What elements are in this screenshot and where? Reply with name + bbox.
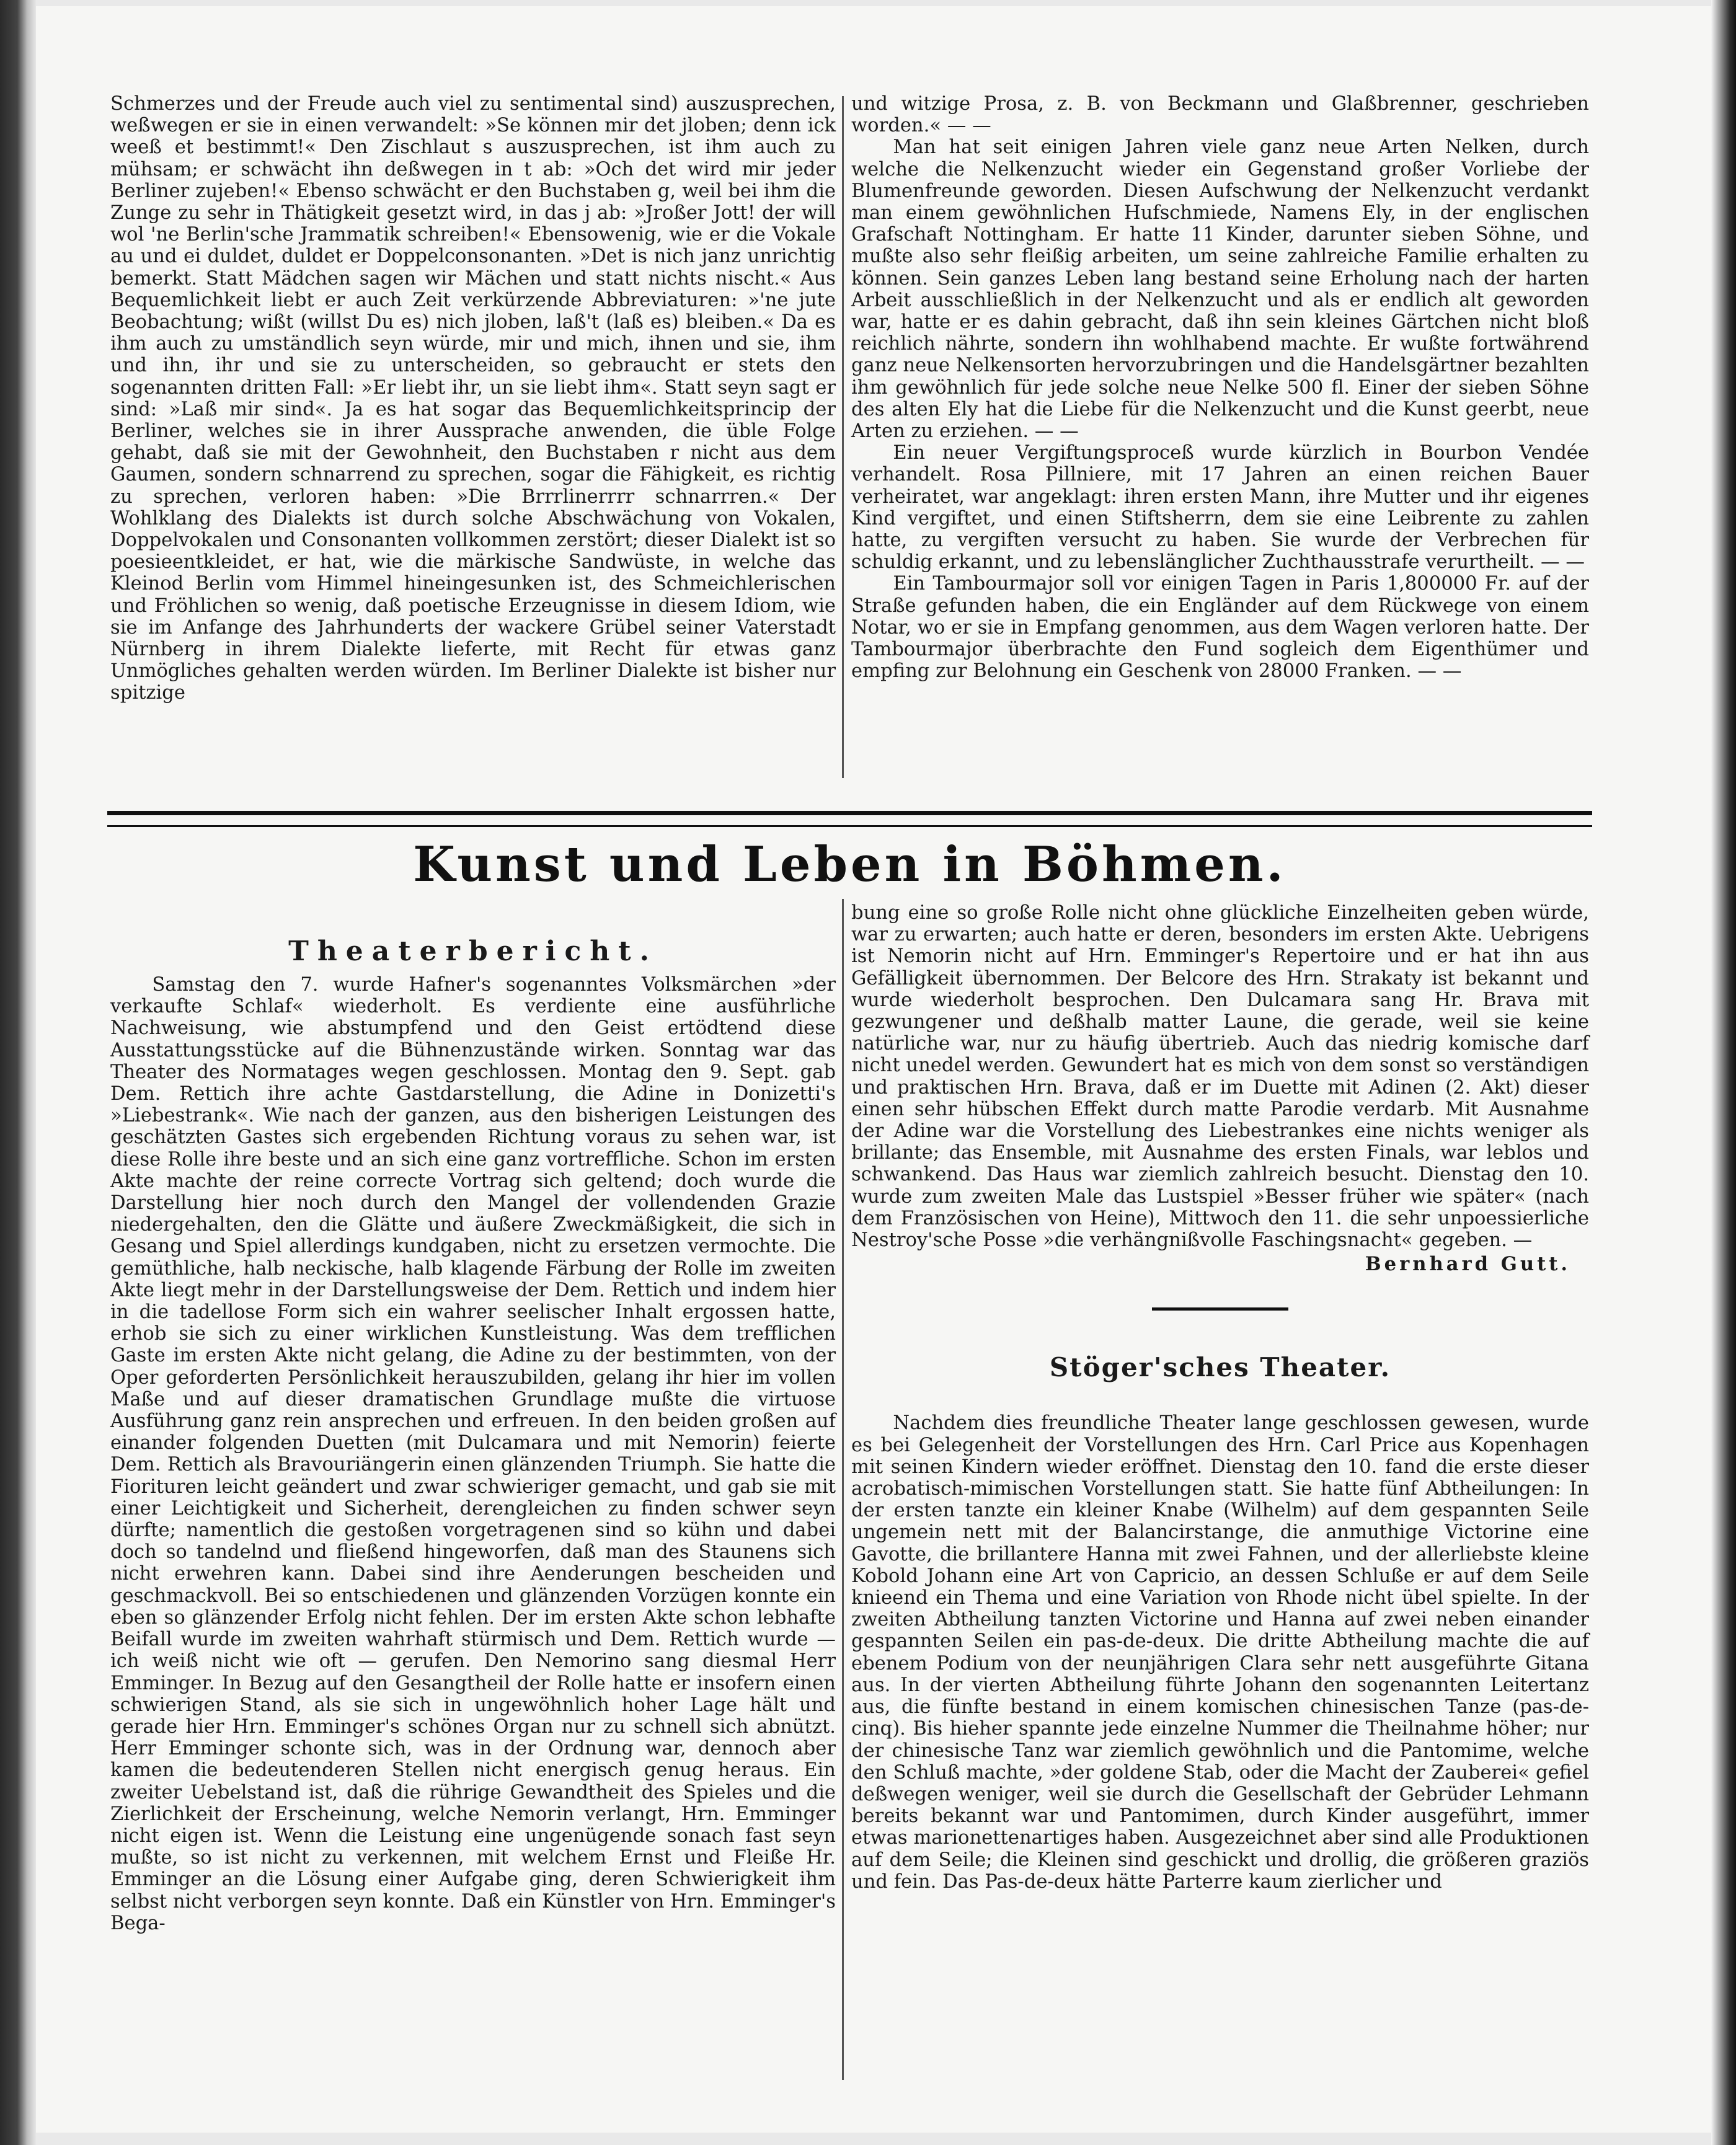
dialect-article-tail: und witzige Prosa, z. B. von Beckmann und Glaßbrenner, geschrieben worden.« — — xyxy=(851,93,1589,137)
article-berlin-dialect-ending: Schmerzes und der Freude auch viel zu sentimental sind) auszusprechen, weßwegen er sie in einen verwandelt: »Se können mir det jloben; denn ick weeß et bestimmt!« Den Zischlaut s auszusprechen, ist ihm auch zu mühsam; er schwächt ihn deßwegen in t ab: »Och det wird mir jeder Berliner zujeben!« Ebenso schwächt er den Buchstaben g, weil bei ihm die Zunge zu sehr in Thätigkeit gesetzt wird, in das j ab: »Jroßer Jott! der will wol 'ne Berlin'sche Jrammatik schreiben!« Ebensowenig, wie er die Vokale au und ei duldet, duldet er Doppelconsonanten. »Det is nich janz unrichtig bemerkt. Statt Mädchen sagen wir Mächen und statt nichts nischt.« Aus Bequemlichkeit liebt er auch Zeit verkürzende Abbreviaturen: »'ne jute Beobachtung; wißt (willst Du es) nich jloben, laß't (laß es) bleiben.« Da es ihm auch zu umständlich seyn würde, mir und mich, ihnen und sie, ihm und ihn, ihr und sie zu unterscheiden, so gebraucht er stets den sogenannten dritten Fall: »Er liebt ihr, un sie liebt ihm«. Statt seyn sagt er sind: »Laß mir sind«. Ja es hat sogar das Bequemlichkeitsprincip der Berliner, welches sie in ihrer Aussprache anwenden, die üble Folge gehabt, daß sie mit der Gewohnheit, den Buchstaben r nicht aus dem Gaumen, sondern schnarrend zu sprechen, sogar die Fähigkeit, es richtig zu sprechen, verloren haben: »Die Brrrlinerrrr schnarrren.« Der Wohlklang des Dialekts ist durch solche Abschwächung von Vokalen, Doppelvokalen und Consonanten vollkommen zerstört; dieser Dialekt ist so poesieentkleidet, er hat, wie die märkische Sandwüste, in welche das Kleinod Berlin vom Himmel hineingesunken ist, des Schmeichlerischen und Fröhlichen so wenig, daß poetische Erzeugnisse in diesem Idiom, wie sie im Anfange des Jahrhunderts der wackere Grübel seiner Vaterstadt Nürnberg in ihrem Dialekte lieferte, mit Recht für etwas ganz Unmögliches gehalten werden würden. Im Berliner Dialekte ist bisher nur spitzige xyxy=(110,93,836,704)
theater-report-continuation: bung eine so große Rolle nicht ohne glückliche Einzelheiten geben würde, war zu erwarten; auch hatte er deren, besonders im ersten Akte. Uebrigens ist Nemorin nicht auf Hrn. Emminger's Repertoire und er hat ihn aus Gefälligkeit übernommen. Der Belcore des Hrn. Strakaty ist bekannt und wurde wiederholt besprochen. Den Dulcamara sang Hr. Brava mit gezwungener und deßhalb matter Laune, die gerade, weil sie keine natürliche war, nur zu häufig übertrieb. Auch das niedrig komische darf nicht unedel werden. Gewundert hat es mich von dem sonst so verständigen und praktischen Hrn. Brava, daß er im Duette mit Adinen (2. Akt) dieser einen sehr hübschen Effekt durch matte Parodie verdarb. Mit Ausnahme der Adine war die Vorstellung des Liebestrankes eine nichts weniger als brillante; das Ensemble, mit Ausnahme des ersten Finals, war leblos und schwankend. Das Haus war ziemlich zahlreich besucht. Dienstag den 10. wurde zum zweiten Male das Lustspiel »Besser früher wie später« (nach dem Französischen von Heine), Mittwoch den 11. die sehr unpoessierliche Nestroy'sche Posse »die verhängnißvolle Faschingsnacht« gegeben. — xyxy=(851,902,1589,1252)
newspaper-page xyxy=(36,6,1711,2133)
news-item-carnations: Man hat seit einigen Jahren viele ganz neue Arten Nelken, durch welche die Nelkenzucht wieder ein Gegenstand großer Vorliebe der Blumenfreunde geworden. Diesen Aufschwung der Nelkenzucht verdankt man einem gewöhnlichen Hufschmiede, Namens Ely, in der englischen Grafschaft Nottingham. Er hatte 11 Kinder, darunter sieben Söhne, und mußte also sehr fleißig arbeiten, um seine zahlreiche Familie erhalten zu können. Sein ganzes Leben lang bestand seine Erholung nach der harten Arbeit ausschließlich in der Nelkenzucht und als er endlich alt geworden war, hatte er es dahin gebracht, daß ihn sein kleines Gärtchen nicht bloß reichlich nährte, sondern ihn wohlhabend machte. Er wußte fortwährend ganz neue Nelkensorten hervorzubringen und die Handelsgärtner bezahlten ihm gewöhnlich für jede solche neue Nelke 500 fl. Einer der sieben Söhne des alten Ely hat die Liebe für die Nelkenzucht und die Kunst geerbt, neue Arten zu erziehen. — — xyxy=(851,136,1589,443)
bottom-left-column xyxy=(110,933,836,1934)
bottom-right-column xyxy=(851,902,1589,1893)
column-divider-top xyxy=(842,96,844,778)
theater-report-heading: Theaterbericht. xyxy=(288,935,658,967)
news-item-poisoning-trial: Ein neuer Vergiftungsproceß wurde kürzlich in Bourbon Vendée verhandelt. Rosa Pillniere, mit 17 Jahren an einen reichen Bauer verheiratet, war angeklagt: ihren ersten Mann, ihre Mutter und ihr eigenes Kind vergiftet, und einen Stiftsherrn, dem sie eine Leibrente zu zahlen hatte, zu vergiften versucht zu haben. Sie wurde der Verbrechen für schuldig erkannt, und zu lebenslänglicher Zuchthausstrafe verurtheilt. — — xyxy=(851,442,1589,573)
section-title: Kunst und Leben in Böhmen. xyxy=(413,836,1286,893)
theater-report-signature: Bernhard Gutt. xyxy=(1365,1253,1570,1276)
column-divider-bottom xyxy=(842,899,844,2080)
news-item-drum-major: Ein Tambourmajor soll vor einigen Tagen in Paris 1,800000 Fr. auf der Straße gefunden haben, die ein Engländer auf dem Rückwege von einem Notar, wo er sie in Empfang genommen, aus dem Wagen verloren hatte. Der Tambourmajor überbrachte den Fund sogleich dem Eigenthümer und empfing zur Belohnung ein Geschenk von 28000 Franken. — — xyxy=(851,573,1589,683)
scan-edge-left xyxy=(0,0,36,2145)
article-separator-rule xyxy=(1152,1307,1288,1311)
stoeger-theater-paragraph: Nachdem dies freundliche Theater lange geschlossen gewesen, wurde es bei Gelegenheit der Vorstellungen des Hrn. Carl Price aus Kopenhagen mit seinen Kindern wieder eröffnet. Dienstag den 10. fand die erste dieser acrobatisch-mimischen Vorstellungen statt. Sie hatte fünf Abtheilungen: In der ersten tanzte ein kleiner Knabe (Wilhelm) auf dem gespannten Seile ungemein nett mit der Balancirstange, die anmuthige Victorine eine Gavotte, die brillantere Hanna mit zwei Fahnen, und der allerliebste kleine Kobold Johann eine Art von Capricio, an dessen Schluße er auf dem Seile knieend ein Thema und eine Variation von Rhode nicht übel spielte. In der zweiten Abtheilung tanzten Victorine und Hanna auf zwei neben einander gespannten Seilen ein pas-de-deux. Die dritte Abtheilung machte die auf ebenem Podium von der neunjährigen Clara sehr nett ausgeführte Gitana aus. In der vierten Abtheilung führte Johann den sogenannten Leitertanz aus, die fünfte bestand in einem komischen chinesischen Tanze (pas-de-cinq). Bis hieher spannte jede einzelne Nummer die Theilnahme höher; nur der chinesische Tanz war ziemlich gewöhnlich und die Pantomime, welche den Schluß machte, »der goldene Stab, oder die Macht der Zauberei« gefiel deßwegen weniger, weil sie durch die Gesellschaft der Gebrüder Lehmann bereits bekannt war und Pantomimen, durch Kinder ausgeführt, immer etwas marionettenartiges haben. Ausgezeichnet aber sind alle Produktionen auf dem Seile; die Kleinen sind geschickt und drollig, die größeren graziös und fein. Das Pas-de-deux hätte Parterre kaum zierlicher und xyxy=(851,1412,1589,1893)
section-divider-rule xyxy=(107,811,1592,827)
theater-report-paragraph: Samstag den 7. wurde Hafner's sogenanntes Volksmärchen »der verkaufte Schlaf« wiederholt. Es verdiente eine ausführliche Nachweisung, wie abstumpfend und den Geist ertödtend diese Ausstattungsstücke auf die Bühnenzustände wirken. Sonntag war das Theater des Normatages wegen geschlossen. Montag den 9. Sept. gab Dem. Rettich ihre achte Gastdarstellung, die Adine in Donizetti's »Liebestrank«. Wie nach der ganzen, aus den bisherigen Leistungen des geschätzten Gastes sich ergebenden Richtung voraus zu sehen war, ist diese Rolle ihre beste und an sich eine ganz vortreffliche. Schon im ersten Akte machte der reine correcte Vortrag sich geltend; doch wurde die Darstellung hier noch durch den Mangel der vollendenden Grazie niedergehalten, den die Glätte und äußere Zweckmäßigkeit, die sich in Gesang und Spiel allerdings kundgaben, nicht zu ersetzen vermochte. Die gemüthliche, halb neckische, halb klagende Färbung der Rolle im zweiten Akte liegt mehr in der Darstellungsweise der Dem. Rettich und indem hier in die tadellose Form sich ein wahrer seelischer Inhalt ergossen hatte, erhob sie sich zu einer wirklichen Kunstleistung. Was dem trefflichen Gaste im ersten Akte nicht gelang, die Adine zu der bestimmten, von der Oper geforderten Persönlichkeit herauszubilden, gelang ihr hier im vollen Maße und auf dieser dramatischen Grundlage mußte die virtuose Ausführung ganz rein ansprechen und erfreuen. In den beiden großen auf einander folgenden Duetten (mit Dulcamara und mit Nemorin) feierte Dem. Rettich als Bravouriängerin einen glänzenden Triumph. Sie hatte die Fiorituren leicht geändert und zwar schwieriger gemacht, und gab sie mit einer Leichtigkeit und Sicherheit, derengleichen zu finden schwer seyn dürfte; namentlich die gestoßen vorgetragenen sind so kühn und dabei doch so tandelnd und fließend hingeworfen, daß man des Staunens sich nicht erwehren kann. Dabei sind ihre Aenderungen bescheiden und geschmackvoll. Bei so entschiedenen und glänzenden Vorzügen konnte ein eben so glänzender Erfolg nicht fehlen. Der im ersten Akte schon lebhafte Beifall wurde im zweiten wahrhaft stürmisch und Dem. Rettich wurde — ich weiß nicht wie oft — gerufen. Den Nemorino sang diesmal Herr Emminger. In Bezug auf den Gesangtheil der Rolle hatte er insofern einen schwierigen Stand, als sie sich in ungewöhnlich hoher Lage hält und gerade hier Hrn. Emminger's schönes Organ nur zu schnell sich abnützt. Herr Emminger schonte sich, was in der Ordnung war, dennoch aber kamen die bedeutenderen Stellen nicht energisch genug heraus. Ein zweiter Uebelstand ist, daß die rührige Gewandtheit des Spieles und die Zierlichkeit der Erscheinung, welche Nemorin verlangt, Hrn. Emminger nicht eigen ist. Wenn die Leistung eine ungenügende sonach fast seyn mußte, so ist nicht zu verkennen, mit welchem Ernst und Fleiße Hr. Emminger an die Lösung einer Aufgabe ging, deren Schwierigkeit ihm selbst nicht verborgen seyn konnte. Daß ein Künstler von Hrn. Emminger's Bega- xyxy=(110,974,836,1934)
top-right-column xyxy=(851,93,1589,682)
scan-edge-right xyxy=(1711,0,1736,2145)
top-left-column xyxy=(110,93,836,704)
stoeger-theater-heading: Stöger'sches Theater. xyxy=(1049,1352,1391,1383)
